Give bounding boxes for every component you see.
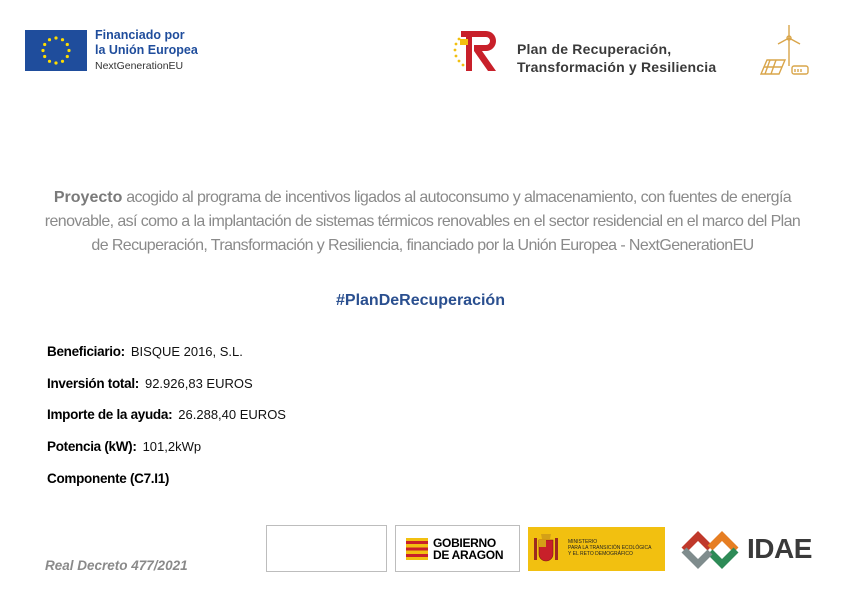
potencia-value: 101,2kWp xyxy=(142,439,202,454)
inversion-label: Inversión total: xyxy=(47,376,139,391)
prtr-logo-icon xyxy=(452,28,504,74)
importe-value: 26.288,40 EUROS xyxy=(178,407,286,422)
aragon-line2: DE ARAGON xyxy=(433,548,504,562)
plan-line1: Plan de Recuperación, xyxy=(517,41,672,57)
ministerio-line2: PARA LA TRANSICIÓN ECOLÓGICA xyxy=(568,545,652,551)
beneficiario-value: BISQUE 2016, S.L. xyxy=(130,344,243,359)
real-decreto-label: Real Decreto 477/2021 xyxy=(45,558,188,573)
project-intro-text: acogido al programa de incentivos ligados al autoconsumo y almacenamiento, con fuentes de energía renovable, así como a la implantación de sistemas térmicos renovables en el sector residencial en el marco del Plan de Recuperación, Transformación y Resiliencia, financiado por la Unión Europea - NextGenerationEU xyxy=(44,189,801,254)
ministerio-line1: MINISTERIO xyxy=(568,539,598,545)
eu-funding-label xyxy=(95,28,198,74)
coat-of-arms-icon xyxy=(532,532,560,566)
plan-recuperacion-label xyxy=(517,40,716,76)
importe-label: Importe de la ayuda: xyxy=(47,407,173,422)
gobierno-aragon-logo xyxy=(395,525,520,572)
eu-line2: la Unión Europea xyxy=(95,43,198,57)
hashtag-plan: #PlanDeRecuperación xyxy=(336,292,505,309)
wind-solar-icon xyxy=(755,22,811,78)
beneficiario-row xyxy=(47,344,243,360)
ministerio-logo xyxy=(528,527,665,571)
eu-flag-icon xyxy=(25,30,87,71)
inversion-row xyxy=(47,376,253,392)
componente-row xyxy=(47,471,169,487)
ministerio-line3: Y EL RETO DEMOGRÁFICO xyxy=(568,551,633,557)
idae-logo-icon xyxy=(676,525,742,575)
project-intro-bold: Proyecto xyxy=(53,189,123,206)
potencia-row xyxy=(47,439,201,455)
idae-label: IDAE xyxy=(747,533,812,564)
eu-line3: NextGenerationEU xyxy=(95,60,184,72)
inversion-value: 92.926,83 EUROS xyxy=(144,376,253,391)
potencia-label: Potencia (kW): xyxy=(47,439,137,454)
blank-logo-box xyxy=(266,525,387,572)
aragon-line1: GOBIERNO xyxy=(433,536,496,550)
componente-label: Componente (C7.I1) xyxy=(47,471,170,486)
plan-line2: Transformación y Resiliencia xyxy=(517,59,717,75)
project-description xyxy=(40,186,805,258)
aragon-flag-icon xyxy=(406,538,428,560)
beneficiario-label: Beneficiario: xyxy=(47,344,125,359)
importe-row xyxy=(47,407,286,423)
eu-line1: Financiado por xyxy=(95,28,185,42)
